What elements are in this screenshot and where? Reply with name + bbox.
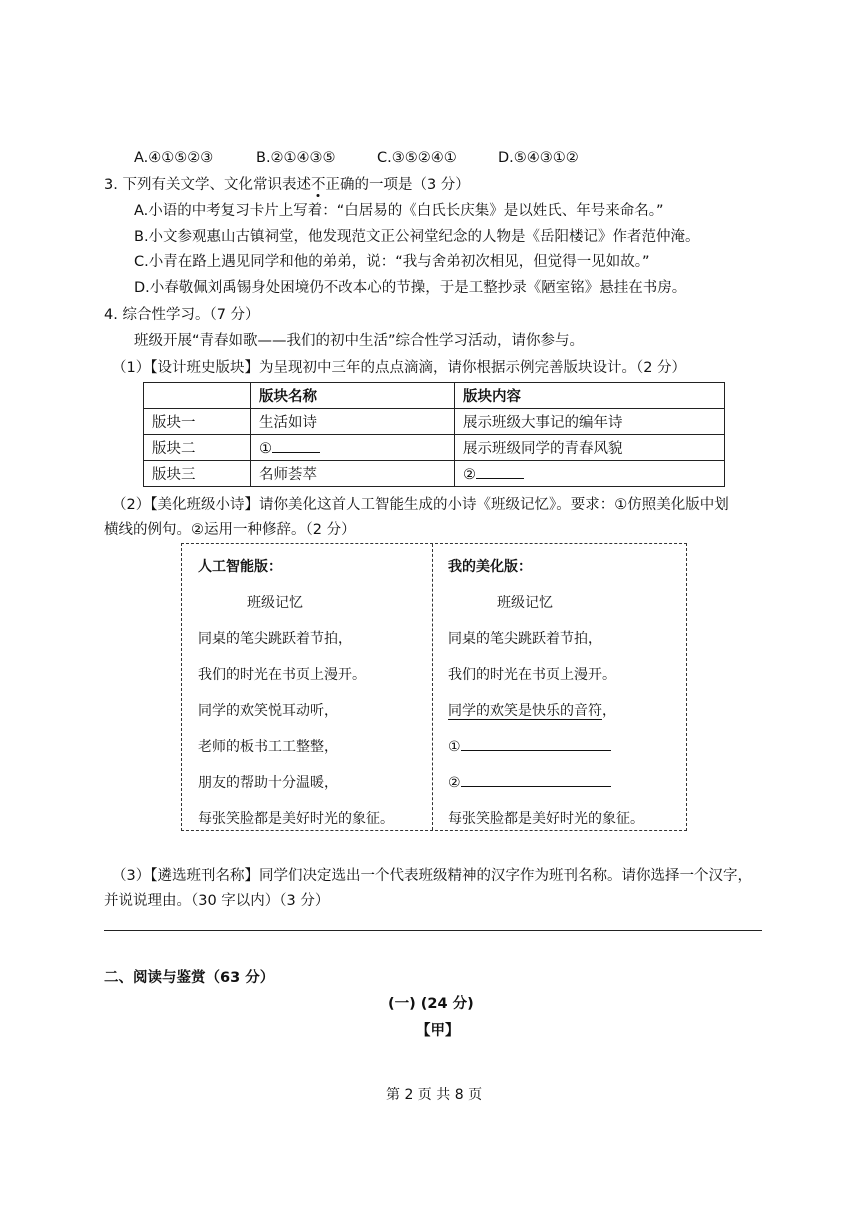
poem-line-left: 每张笑脸都是美好时光的象征。: [198, 811, 394, 827]
q4-title: 4. 综合性学习。（7 分）: [104, 307, 260, 323]
table-cell: 版块三: [144, 461, 251, 487]
poem-blank-line-1: ①: [448, 736, 611, 755]
table-cell: 展示班级大事记的编年诗: [455, 409, 725, 435]
table-row: [144, 409, 725, 435]
q3-option-b: B.小文参观惠山古镇祠堂，他发现范文正公祠堂纪念的人物是《岳阳楼记》作者范仲淹。: [134, 229, 700, 245]
table-cell: 展示班级同学的青春风貌: [455, 435, 725, 461]
q3-option-c: C.小青在路上遇见同学和他的弟弟，说：“我与舍弟初次相见，但觉得一见如故。”: [134, 254, 650, 270]
poem-line-right: 同桌的笔尖跳跃着节拍，: [448, 631, 602, 647]
poem-line-left: 朋友的帮助十分温暖，: [198, 775, 338, 791]
table-header-cell: [144, 383, 251, 409]
q3-option-d: D.小春敬佩刘禹锡身处困境仍不改本心的节操，于是工整抄录《陋室铭》悬挂在书房。: [134, 280, 687, 296]
table-header-cell: 版块内容: [455, 383, 725, 409]
table-cell: 版块二: [144, 435, 251, 461]
board-design-table: [143, 382, 725, 487]
table-header-cell: 版块名称: [251, 383, 455, 409]
poem-example-line: 同学的欢笑是快乐的音符，: [448, 703, 616, 719]
poem-title-left: 班级记忆: [247, 595, 303, 611]
my-version-heading: 我的美化版：: [448, 559, 532, 575]
q2-option-c: C.③⑤②④①: [377, 150, 457, 166]
poem-divider: [432, 544, 433, 830]
q4-part2-line1: （2）【美化班级小诗】请你美化这首人工智能生成的小诗《班级记忆》。要求：①仿照美化版中划: [112, 497, 729, 513]
section-2-title: 二、阅读与鉴赏（63 分）: [104, 970, 275, 986]
table-cell: 生活如诗: [251, 409, 455, 435]
q4-intro: 班级开展“青春如歌——我们的初中生活”综合性学习活动，请你参与。: [134, 333, 585, 349]
q3-option-a: A.小语的中考复习卡片上写着：“白居易的《白氏长庆集》是以姓氏、年号来命名。”: [134, 203, 664, 219]
table-cell: 版块一: [144, 409, 251, 435]
q4-part3-line2: 并说说理由。（30 字以内）（3 分）: [104, 893, 330, 909]
table-header-row: [144, 383, 725, 409]
q2-option-d: D.⑤④③①②: [498, 150, 579, 166]
answer-blank-1[interactable]: [272, 438, 320, 453]
answer-blank-2-label: ②: [463, 467, 476, 483]
poem-line-left: 同桌的笔尖跳跃着节拍，: [198, 631, 352, 647]
answer-blank-1-label: ①: [259, 441, 272, 457]
table-cell: [455, 461, 725, 487]
table-row: [144, 461, 725, 487]
poem-answer-blank-2[interactable]: [461, 772, 611, 787]
poem-line-left: 同学的欢笑悦耳动听，: [198, 703, 338, 719]
q4-part1: （1）【设计班史版块】为呈现初中三年的点点滴滴，请你根据示例完善版块设计。（2 分）: [112, 360, 687, 376]
q3-stem: 3. 下列有关文学、文化常识表述不正确的一项是（3 分）: [104, 177, 470, 193]
passage-jia-label: 【甲】: [416, 1023, 460, 1039]
poem-comparison-box: [181, 543, 687, 831]
q2-option-a: A.④①⑤②③: [134, 150, 214, 166]
poem-line-left: 老师的板书工工整整，: [198, 739, 338, 755]
poem-line-right: 每张笑脸都是美好时光的象征。: [448, 811, 644, 827]
ai-version-heading: 人工智能版：: [198, 559, 282, 575]
q2-option-b: B.②①④③⑤: [256, 150, 336, 166]
table-cell: 名师荟萃: [251, 461, 455, 487]
answer-line[interactable]: [104, 930, 762, 931]
poem-line-left: 我们的时光在书页上漫开。: [198, 667, 366, 683]
table-row: [144, 435, 725, 461]
q4-part3-line1: （3）【遴选班刊名称】同学们决定选出一个代表班级精神的汉字作为班刊名称。请你选择一个汉字，: [112, 868, 752, 884]
poem-answer-blank-1[interactable]: [461, 736, 611, 751]
q4-part2-line2: 横线的例句。②运用一种修辞。（2 分）: [104, 522, 356, 538]
section-2-subtitle: (一) (24 分): [388, 996, 474, 1012]
page-footer: 第 2 页 共 8 页: [386, 1087, 483, 1103]
poem-blank-line-2: ②: [448, 772, 611, 791]
poem-title-right: 班级记忆: [497, 595, 553, 611]
poem-line-right: 我们的时光在书页上漫开。: [448, 667, 616, 683]
table-cell: [251, 435, 455, 461]
underlined-example: 同学的欢笑是快乐的音符: [448, 703, 602, 719]
answer-blank-2[interactable]: [476, 464, 524, 479]
